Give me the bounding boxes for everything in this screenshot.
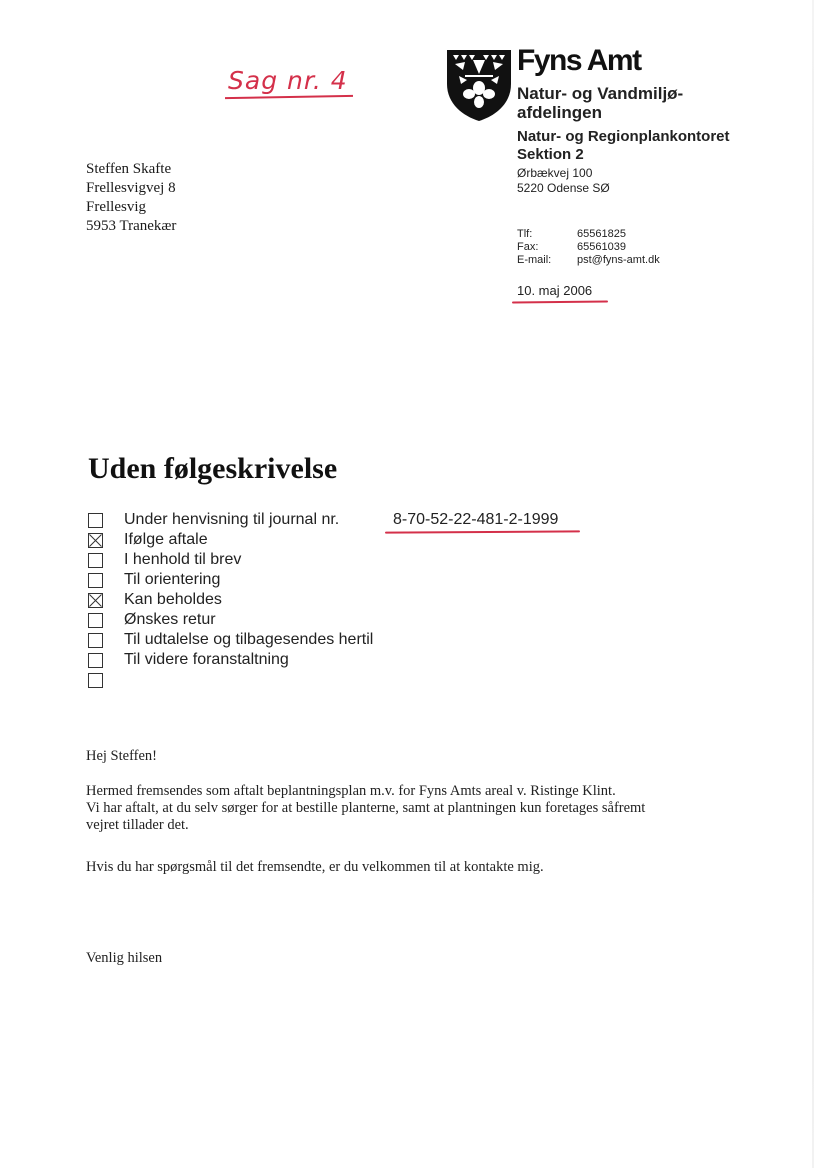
checklist-label: Til udtalelse og tilbagesendes hertil	[124, 631, 374, 648]
contact-value: pst@fyns-amt.dk	[577, 254, 660, 266]
checklist-item	[88, 590, 373, 610]
checklist-item	[88, 630, 373, 650]
paragraph-2: Hvis du har spørgsmål til det fremsendte, er du velkommen til at kontakte mig.	[86, 859, 544, 875]
greeting: Hej Steffen!	[86, 748, 157, 764]
checklist-label: Ønskes retur	[124, 611, 216, 628]
contact-block	[517, 228, 660, 267]
checklist-item	[88, 570, 373, 590]
checkbox[interactable]	[88, 553, 103, 568]
checklist-item	[88, 650, 373, 670]
journal-underline	[385, 530, 580, 533]
letter-date: 10. maj 2006	[517, 283, 593, 298]
fyns-amt-crest-icon	[445, 48, 513, 122]
recipient-line: Frellesvigvej 8	[86, 180, 176, 196]
checklist-item	[88, 510, 373, 530]
department	[517, 84, 683, 122]
office-line: Sektion 2	[517, 146, 584, 163]
checkbox[interactable]	[88, 573, 103, 588]
department-line: Natur- og Vandmiljø-	[517, 84, 684, 103]
checkbox-checked[interactable]	[88, 533, 103, 548]
recipient-line: Frellesvig	[86, 199, 146, 215]
paragraph-line: vejret tillader det.	[86, 817, 189, 833]
contact-fax	[517, 241, 660, 254]
paragraph-line: Vi har aftalt, at du selv sørger for at bestille planterne, samt at plantningen kun foretages såfremt	[86, 800, 646, 816]
checklist-item	[88, 550, 373, 570]
contact-label: Tlf:	[517, 228, 533, 240]
checkbox[interactable]	[88, 633, 103, 648]
document-title: Uden følgeskrivelse	[88, 452, 338, 485]
paragraph-1	[86, 783, 766, 834]
checklist-item	[88, 530, 373, 550]
recipient-line: 5953 Tranekær	[86, 218, 177, 234]
organization-address	[517, 166, 610, 196]
checklist-label: Under henvisning til journal nr.	[124, 511, 340, 528]
journal-number: 8-70-52-22-481-2-1999	[393, 511, 559, 528]
address-line: Ørbækvej 100	[517, 166, 593, 180]
checklist	[88, 510, 373, 690]
recipient-address	[86, 160, 176, 236]
address-line: 5220 Odense SØ	[517, 181, 610, 195]
checkbox[interactable]	[88, 613, 103, 628]
contact-phone	[517, 228, 660, 241]
checkbox[interactable]	[88, 673, 103, 688]
organization-name: Fyns Amt	[517, 44, 641, 77]
recipient-line: Steffen Skafte	[86, 161, 172, 177]
closing: Venlig hilsen	[86, 950, 163, 966]
scan-edge	[812, 0, 814, 1168]
contact-email	[517, 254, 660, 267]
contact-label: E-mail:	[517, 254, 552, 266]
contact-label: Fax:	[517, 241, 539, 253]
department-line: afdelingen	[517, 103, 603, 122]
handwritten-underline	[225, 95, 353, 99]
paragraph-line: Hermed fremsendes som aftalt beplantningsplan m.v. for Fyns Amts areal v. Ristinge Klint.	[86, 783, 616, 799]
contact-value: 65561825	[577, 228, 626, 240]
checklist-label: Til videre foranstaltning	[124, 651, 289, 668]
checkbox-checked[interactable]	[88, 593, 103, 608]
checkbox[interactable]	[88, 513, 103, 528]
checklist-label: Til orientering	[124, 571, 221, 588]
contact-value: 65561039	[577, 241, 626, 253]
office-line: Natur- og Regionplankontoret	[517, 128, 730, 145]
checklist-item	[88, 610, 373, 630]
checklist-label: Ifølge aftale	[124, 531, 208, 548]
date-underline	[512, 300, 608, 303]
office	[517, 128, 730, 164]
handwritten-case-number: Sag nr. 4	[228, 66, 348, 95]
checklist-item	[88, 670, 373, 690]
checkbox[interactable]	[88, 653, 103, 668]
checklist-label: I henhold til brev	[124, 551, 242, 568]
checklist-label: Kan beholdes	[124, 591, 222, 608]
